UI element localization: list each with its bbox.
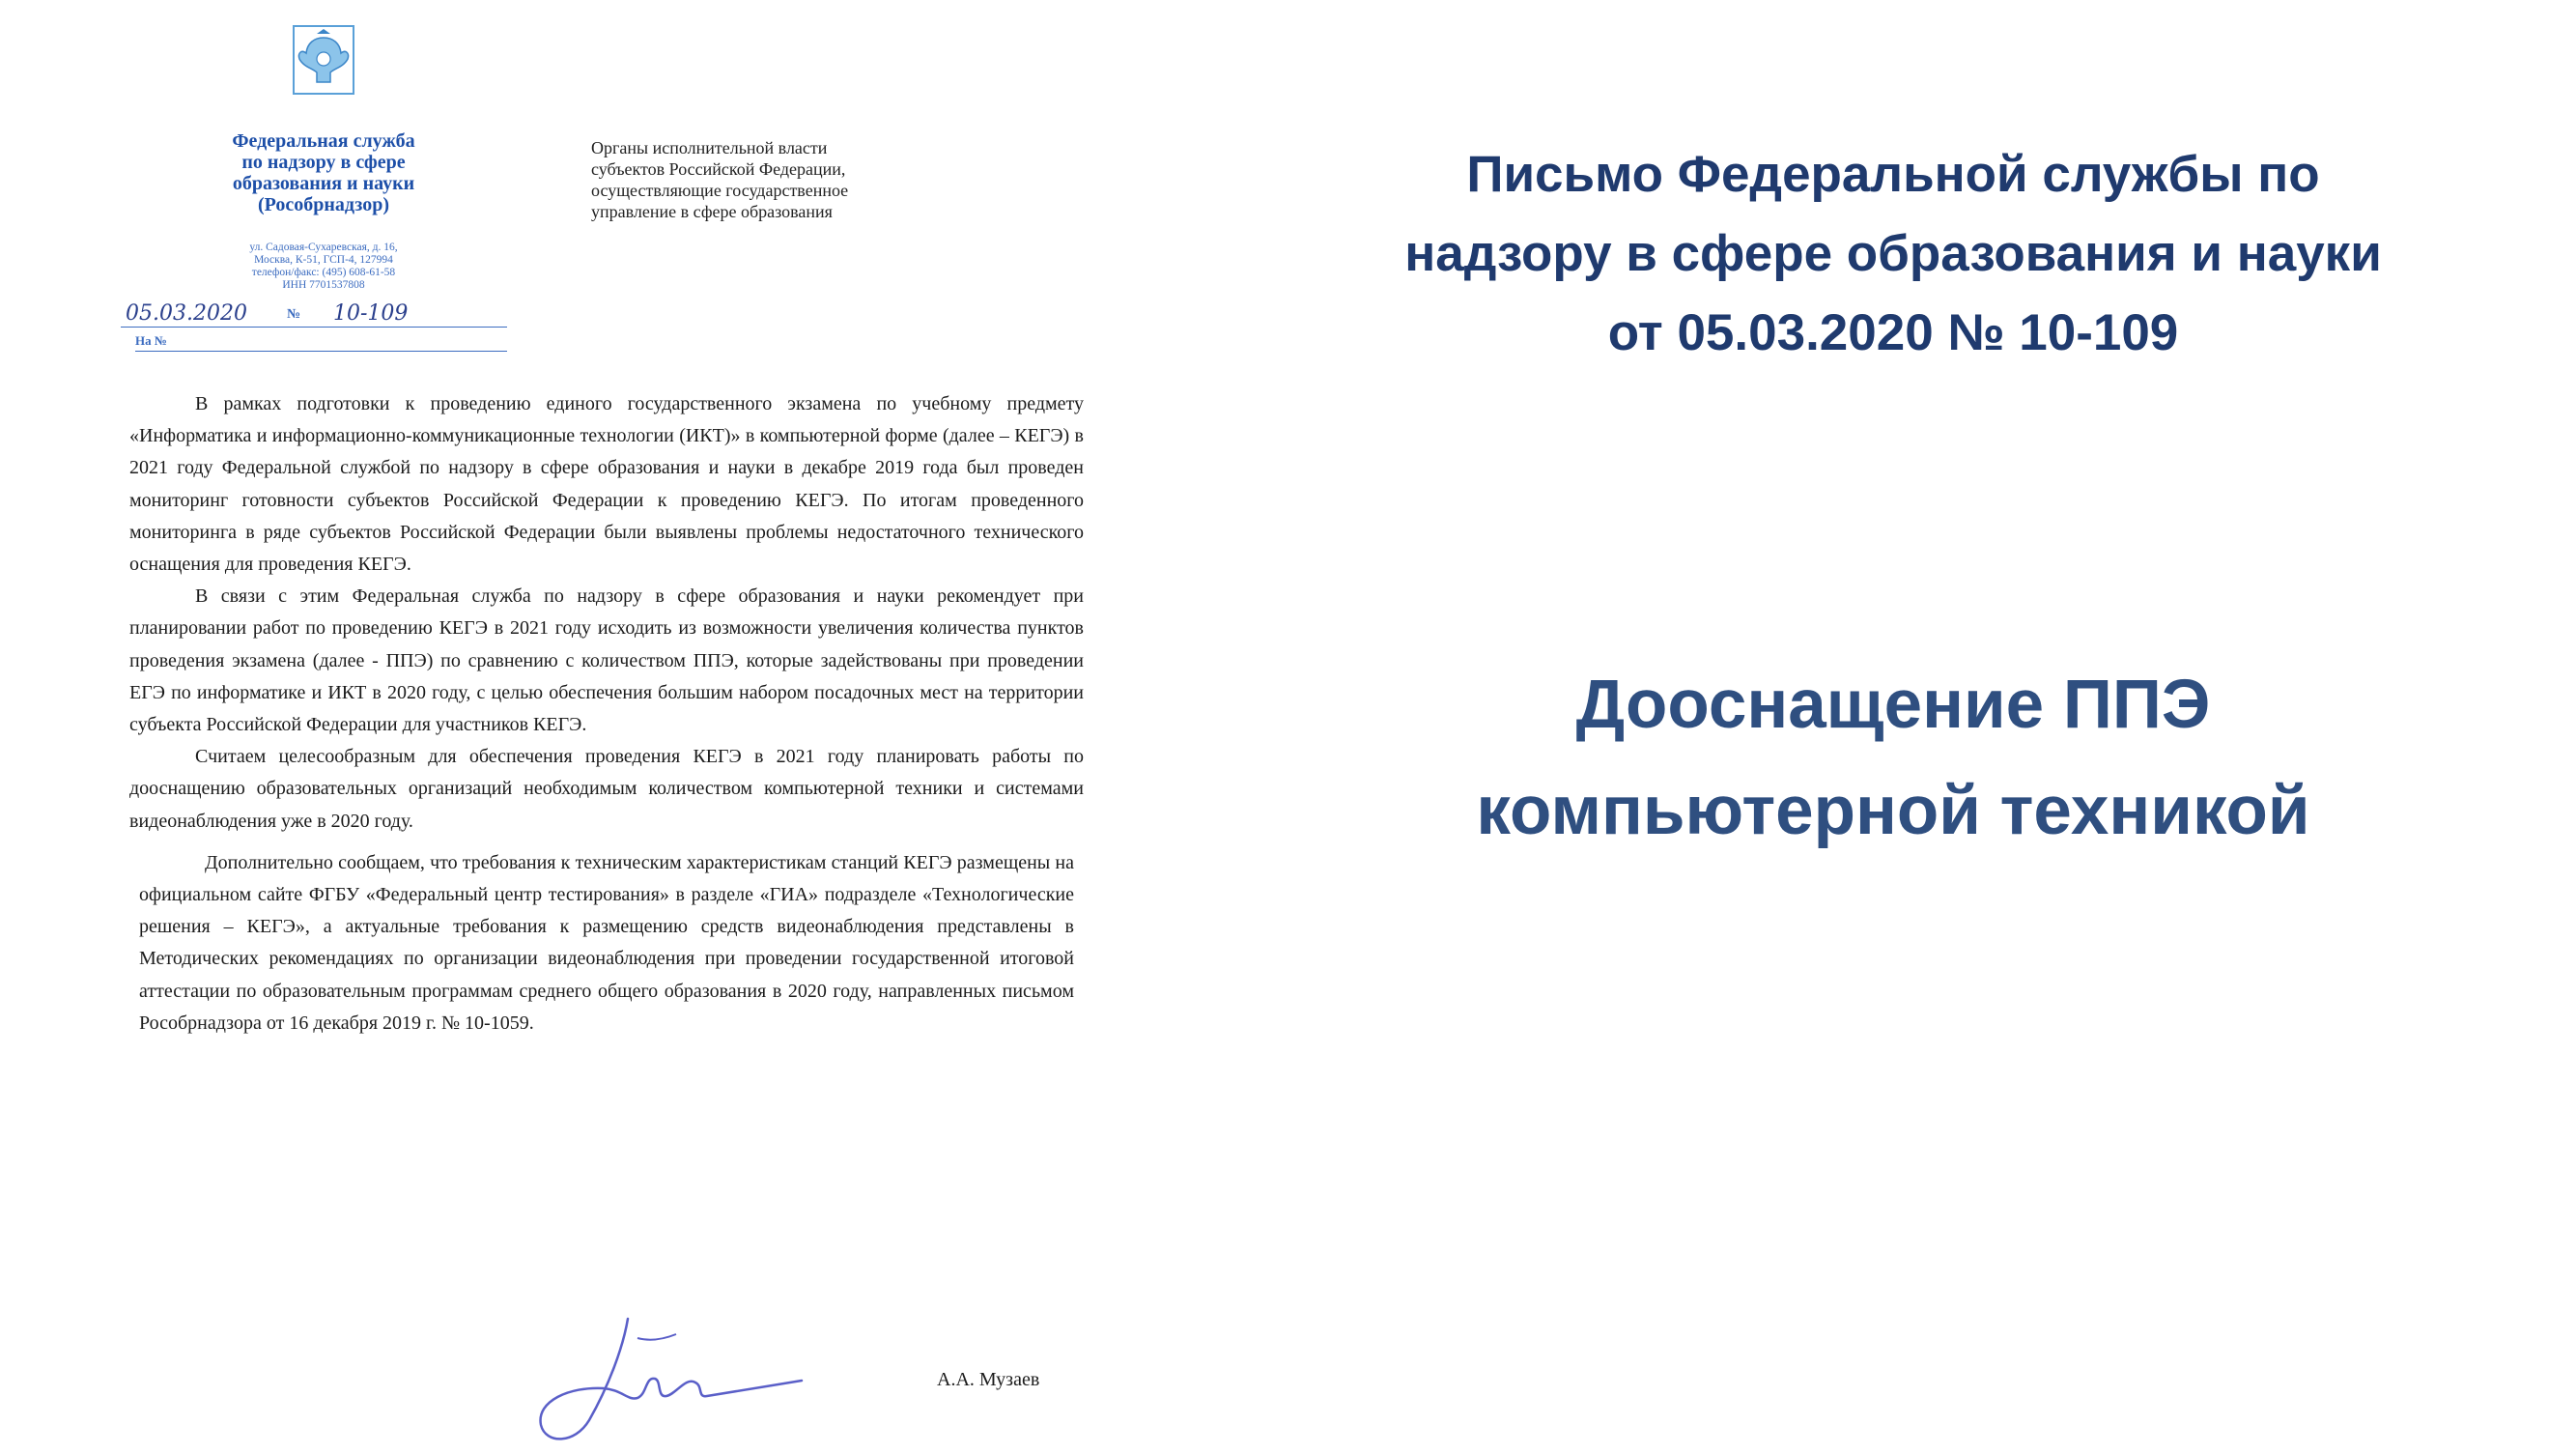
address-line: телефон/факс: (495) 608-61-58 bbox=[251, 267, 396, 278]
letterhead-address bbox=[179, 242, 468, 292]
reply-reference-line bbox=[135, 333, 507, 352]
letterhead-organization bbox=[179, 130, 468, 215]
letter-date-number-line bbox=[121, 301, 507, 328]
signer-name: А.А. Музаев bbox=[937, 1369, 1040, 1390]
address-line: ул. Садовая-Сухаревская, д. 16, bbox=[249, 242, 398, 253]
letter-paragraph: В рамках подготовки к проведению единого государственного экзамена по учебному предмету «Информатика и информационно-коммуникационные технологии (ИКТ)» в компьютерной форме (далее – КЕГЭ) в 2021 году Федеральной службой по надзору в сфере образования и науки в декабре 2019 года был проведен мониторинг готовности субъектов Российской Федерации к проведению КЕГЭ. По итогам проведенного мониторинга в ряде субъектов Российской Федерации были выявлены проблемы недостаточного технического оснащения для проведения КЕГЭ. bbox=[129, 393, 1084, 576]
slide-title bbox=[1309, 135, 2477, 373]
org-line: образования и науки bbox=[232, 173, 415, 194]
org-line: Федеральная служба bbox=[232, 130, 415, 152]
letter-date: 05.03.2020 bbox=[126, 301, 247, 326]
coat-of-arms-icon bbox=[280, 24, 367, 97]
letter-paragraph: Дополнительно сообщаем, что требования к техническим характеристикам станций КЕГЭ размещены на официальном сайте ФГБУ «Федеральный центр тестирования» в разделе «ГИА» подразделе «Технологические решения – КЕГЭ», а актуальные требования к размещению средств видеонаблюдения представлены в Методических рекомендациях по организации видеонаблюдения при проведении государственной итоговой аттестации по образовательным программам среднего общего образования в 2020 году, направленных письмом Рособрнадзора от 16 декабря 2019 г. № 10-1059. bbox=[139, 851, 1074, 1034]
scanned-letter bbox=[0, 0, 1111, 1449]
org-line: (Рособрнадзор) bbox=[258, 194, 389, 215]
slide-subtitle-line: компьютерной техникой bbox=[1476, 773, 2310, 849]
address-line: ИНН 7701537808 bbox=[282, 279, 365, 291]
letter-number: 10-109 bbox=[333, 301, 409, 326]
recipient-line: Органы исполнительной власти bbox=[591, 138, 828, 157]
recipient-block bbox=[591, 137, 1016, 222]
letter-paragraph: В связи с этим Федеральная служба по надзору в сфере образования и науки рекомендует при планировании работ по проведению КЕГЭ в 2021 году исходить из возможности увеличения количества пунктов проведения экзамена (далее - ППЭ) по сравнению с количеством ППЭ, которые задействованы при проведении ЕГЭ по информатике и ИКТ в 2020 году, с целью обеспечения большим набором посадочных мест на территории субъекта Российской Федерации для участников КЕГЭ. bbox=[129, 585, 1084, 736]
letter-body bbox=[129, 388, 1084, 1040]
handwritten-signature bbox=[531, 1309, 811, 1454]
slide-subtitle bbox=[1309, 652, 2477, 865]
address-line: Москва, К-51, ГСП-4, 127994 bbox=[254, 254, 393, 266]
recipient-line: управление в сфере образования bbox=[591, 202, 833, 221]
recipient-line: субъектов Российской Федерации, bbox=[591, 159, 846, 179]
slide-title-line: Письмо Федеральной службы по bbox=[1466, 146, 2320, 203]
number-label: № bbox=[287, 307, 301, 322]
org-line: по надзору в сфере bbox=[241, 152, 406, 173]
reply-reference-label: На № bbox=[135, 333, 167, 348]
slide-title-line: надзору в сфере образования и науки bbox=[1404, 225, 2382, 282]
slide-title-line: от 05.03.2020 № 10-109 bbox=[1607, 304, 2179, 361]
slide-subtitle-line: Дооснащение ППЭ bbox=[1575, 667, 2211, 743]
letter-paragraph: Считаем целесообразным для обеспечения проведения КЕГЭ в 2021 году планировать работы по дооснащению образовательных организаций необходимым количеством компьютерной техники и системами видеонаблюдения уже в 2020 году. bbox=[129, 746, 1084, 832]
recipient-line: осуществляющие государственное bbox=[591, 181, 849, 200]
